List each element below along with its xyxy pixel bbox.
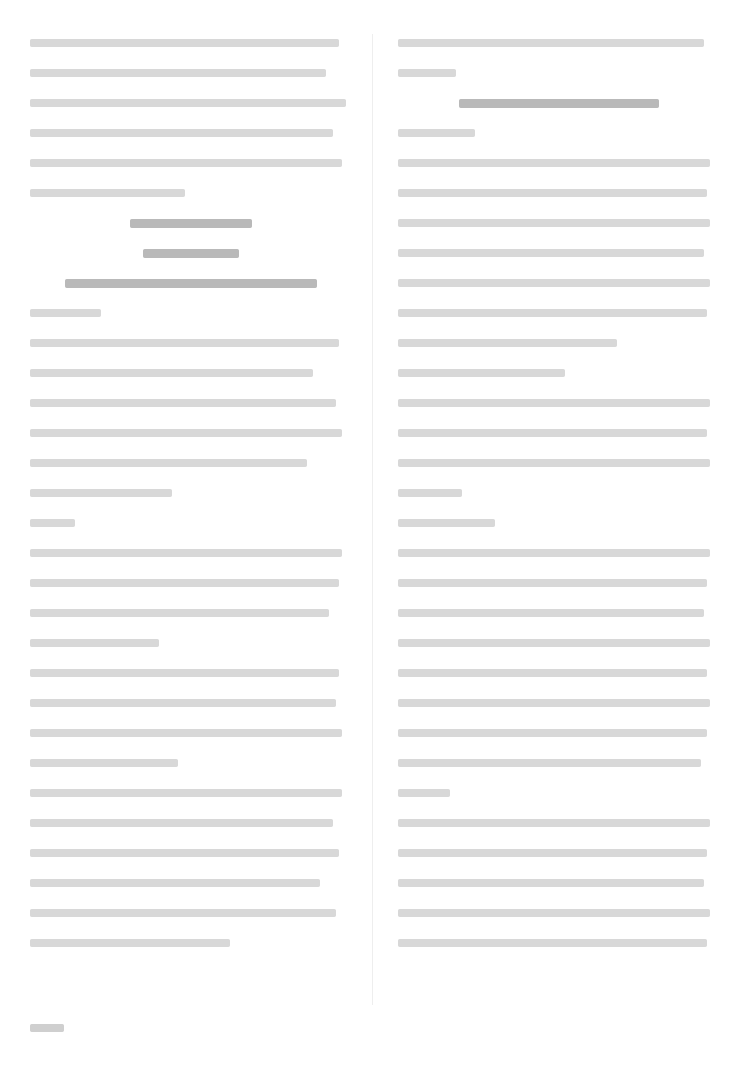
text-line bbox=[30, 844, 352, 862]
text-line bbox=[398, 784, 720, 802]
page-number-placeholder bbox=[30, 1024, 64, 1032]
text-line bbox=[398, 364, 720, 382]
text-line bbox=[398, 64, 720, 82]
text-line bbox=[30, 544, 352, 562]
text-line bbox=[398, 874, 720, 892]
page-footer bbox=[30, 1021, 64, 1035]
right-column bbox=[398, 34, 720, 964]
text-line bbox=[30, 124, 352, 142]
section-heading bbox=[398, 94, 720, 112]
text-line bbox=[398, 124, 720, 142]
text-line bbox=[398, 574, 720, 592]
text-line bbox=[30, 754, 352, 772]
text-line bbox=[30, 664, 352, 682]
text-line bbox=[30, 454, 352, 472]
text-line bbox=[30, 724, 352, 742]
text-line bbox=[30, 814, 352, 832]
text-line bbox=[30, 394, 352, 412]
text-line bbox=[30, 934, 352, 952]
text-line bbox=[30, 484, 352, 502]
text-line bbox=[398, 484, 720, 502]
text-line bbox=[30, 904, 352, 922]
text-line bbox=[398, 934, 720, 952]
text-line bbox=[30, 694, 352, 712]
text-line bbox=[30, 64, 352, 82]
text-line bbox=[398, 664, 720, 682]
text-line bbox=[398, 214, 720, 232]
left-column bbox=[30, 34, 352, 964]
text-line bbox=[398, 904, 720, 922]
text-line bbox=[30, 184, 352, 202]
text-line bbox=[398, 604, 720, 622]
text-line bbox=[398, 454, 720, 472]
text-line bbox=[30, 364, 352, 382]
text-line bbox=[398, 334, 720, 352]
text-line bbox=[398, 514, 720, 532]
text-line bbox=[398, 424, 720, 442]
text-line bbox=[30, 34, 352, 52]
text-line bbox=[30, 784, 352, 802]
text-line bbox=[398, 244, 720, 262]
column-divider bbox=[372, 34, 373, 1005]
text-line bbox=[30, 874, 352, 892]
section-heading bbox=[30, 244, 352, 262]
section-heading bbox=[30, 214, 352, 232]
text-line bbox=[398, 844, 720, 862]
text-line bbox=[398, 694, 720, 712]
section-heading bbox=[30, 274, 352, 292]
text-line bbox=[398, 394, 720, 412]
text-line bbox=[30, 334, 352, 352]
text-line bbox=[398, 34, 720, 52]
text-line bbox=[398, 274, 720, 292]
text-line bbox=[398, 634, 720, 652]
text-line bbox=[398, 544, 720, 562]
text-line bbox=[30, 424, 352, 442]
text-line bbox=[30, 94, 352, 112]
text-line bbox=[30, 574, 352, 592]
text-line bbox=[30, 604, 352, 622]
text-line bbox=[30, 304, 352, 322]
text-line bbox=[398, 304, 720, 322]
text-line bbox=[398, 184, 720, 202]
text-line bbox=[30, 154, 352, 172]
text-line bbox=[30, 514, 352, 532]
text-line bbox=[398, 724, 720, 742]
text-line bbox=[30, 634, 352, 652]
text-line bbox=[398, 814, 720, 832]
text-line bbox=[398, 154, 720, 172]
text-line bbox=[398, 754, 720, 772]
